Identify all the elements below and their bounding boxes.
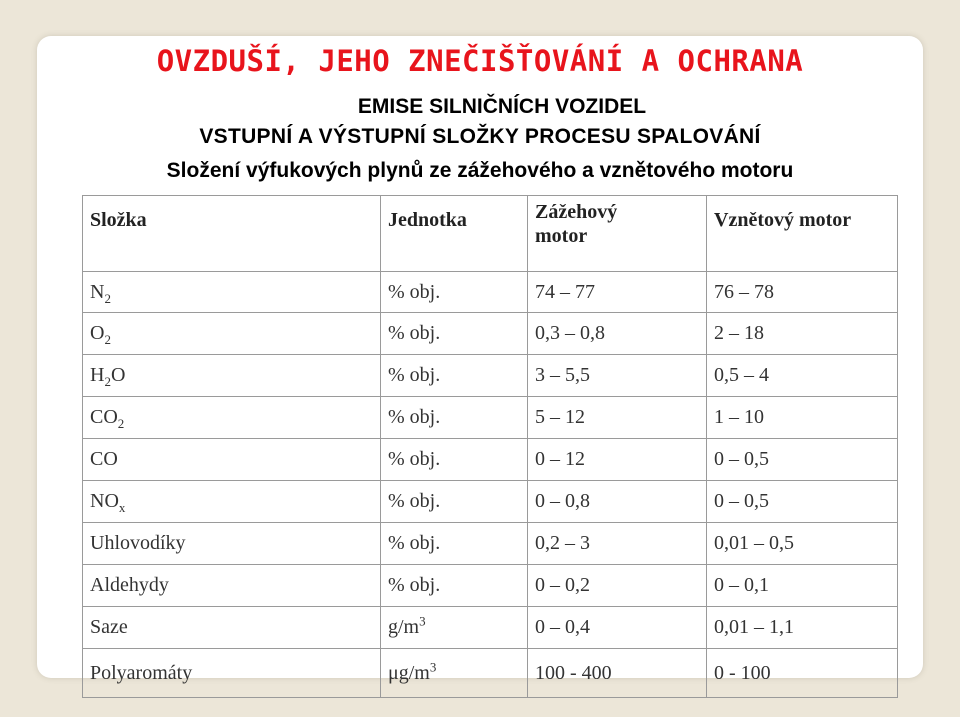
header-component: Složka: [83, 196, 381, 272]
diesel-value: 0 – 0,5: [714, 448, 769, 470]
diesel-value: 0 - 100: [714, 661, 771, 684]
diesel-value: 0,01 – 0,5: [714, 532, 794, 554]
petrol-value: 100 - 400: [535, 661, 612, 684]
cell-component: [83, 313, 381, 355]
cell-diesel-value: [707, 439, 898, 481]
unit-text: % obj.: [388, 280, 441, 303]
cell-petrol-value: [528, 313, 707, 355]
cell-petrol-value: [528, 607, 707, 649]
component-subscript: 2: [104, 374, 111, 389]
unit-text: % obj.: [388, 448, 441, 470]
cell-petrol-value: [528, 397, 707, 439]
cell-component: [83, 565, 381, 607]
table-row: [83, 481, 898, 523]
unit-superscript: 3: [429, 658, 437, 674]
diesel-value: 0 – 0,5: [714, 490, 769, 512]
unit-text: % obj.: [388, 364, 441, 386]
header-diesel-engine: Vznětový motor: [707, 196, 898, 272]
table-row: [83, 355, 898, 397]
subtitle-emissions: EMISE SILNIČNÍCH VOZIDEL: [357, 95, 647, 118]
petrol-value: 5 – 12: [535, 406, 585, 428]
component-name: Aldehydy: [90, 574, 169, 596]
cell-component: [83, 439, 381, 481]
slide-title: OVZDUŠÍ, JEHO ZNEČIŠŤOVÁNÍ A OCHRANA: [156, 44, 804, 78]
component-subscript: 2: [104, 332, 111, 347]
cell-unit: [381, 439, 528, 481]
cell-petrol-value: [528, 439, 707, 481]
cell-diesel-value: [707, 607, 898, 649]
cell-unit: [381, 565, 528, 607]
cell-diesel-value: [707, 355, 898, 397]
diesel-value: 76 – 78: [714, 280, 774, 303]
unit-text: % obj.: [388, 574, 441, 596]
table-row: [83, 313, 898, 355]
component-subscript: 2: [117, 416, 125, 431]
cell-unit: [381, 272, 528, 313]
cell-component: [83, 355, 381, 397]
cell-diesel-value: [707, 272, 898, 313]
cell-unit: [381, 355, 528, 397]
unit-superscript: 3: [419, 613, 426, 629]
header-unit: Jednotka: [381, 196, 528, 272]
unit-text: % obj.: [388, 406, 441, 428]
component-name: Saze: [90, 616, 128, 638]
component-name: CO: [90, 448, 118, 470]
header-petrol-engine-label: Zážehový motor: [535, 201, 618, 247]
table-row: [83, 439, 898, 481]
cell-unit: [381, 607, 528, 649]
cell-unit: [381, 523, 528, 565]
table-row: [83, 565, 898, 607]
unit-text: % obj.: [388, 322, 441, 344]
petrol-value: 0,2 – 3: [535, 532, 590, 554]
diesel-value: 1 – 10: [714, 406, 764, 428]
table-row: [83, 607, 898, 649]
component-name: Polyaromáty: [90, 661, 193, 684]
diesel-value: 2 – 18: [714, 322, 764, 344]
cell-component: [83, 607, 381, 649]
diesel-value: 0,01 – 1,1: [714, 616, 794, 638]
component-name-tail: O: [110, 364, 126, 386]
petrol-value: 0 – 0,4: [535, 616, 590, 638]
cell-petrol-value: [528, 355, 707, 397]
petrol-value: 0 – 0,8: [535, 490, 590, 512]
cell-diesel-value: [707, 523, 898, 565]
table-row: [83, 649, 898, 698]
cell-unit: [381, 313, 528, 355]
unit-text: % obj.: [388, 532, 441, 554]
table-row: [83, 272, 898, 313]
cell-petrol-value: [528, 481, 707, 523]
petrol-value: 0 – 12: [535, 448, 585, 470]
component-name: H: [90, 364, 105, 386]
component-name: CO: [90, 406, 118, 428]
cell-component: [83, 397, 381, 439]
subtitle-combustion: VSTUPNÍ A VÝSTUPNÍ SLOŽKY PROCESU SPALOVÁNÍ: [199, 125, 761, 148]
cell-diesel-value: [707, 313, 898, 355]
cell-diesel-value: [707, 397, 898, 439]
cell-component: [83, 649, 381, 698]
cell-unit: [381, 397, 528, 439]
component-subscript: x: [118, 500, 126, 515]
exhaust-composition-table: [82, 195, 898, 698]
subtitle-composition: Složení výfukových plynů ze zážehového a vznětového motoru: [166, 159, 794, 182]
diesel-value: 0,5 – 4: [714, 364, 769, 386]
cell-petrol-value: [528, 272, 707, 313]
unit-text: g/m: [388, 616, 420, 638]
table-row: [83, 397, 898, 439]
cell-component: [83, 272, 381, 313]
cell-unit: [381, 649, 528, 698]
petrol-value: 0,3 – 0,8: [535, 322, 605, 344]
component-name: N: [90, 280, 105, 303]
component-name: NO: [90, 490, 119, 512]
component-subscript: 2: [104, 290, 111, 306]
table-header-row: [83, 196, 898, 272]
cell-petrol-value: [528, 565, 707, 607]
petrol-value: 3 – 5,5: [535, 364, 590, 386]
header-petrol-engine: [528, 196, 707, 272]
unit-text: % obj.: [388, 490, 441, 512]
component-name: O: [90, 322, 105, 344]
component-name: Uhlovodíky: [90, 532, 186, 554]
petrol-value: 74 – 77: [535, 280, 595, 303]
cell-diesel-value: [707, 649, 898, 698]
diesel-value: 0 – 0,1: [714, 574, 769, 596]
cell-petrol-value: [528, 649, 707, 698]
table-row: [83, 523, 898, 565]
cell-unit: [381, 481, 528, 523]
petrol-value: 0 – 0,2: [535, 574, 590, 596]
cell-component: [83, 523, 381, 565]
cell-petrol-value: [528, 523, 707, 565]
cell-component: [83, 481, 381, 523]
cell-diesel-value: [707, 565, 898, 607]
unit-text: μg/m: [388, 661, 430, 684]
cell-diesel-value: [707, 481, 898, 523]
